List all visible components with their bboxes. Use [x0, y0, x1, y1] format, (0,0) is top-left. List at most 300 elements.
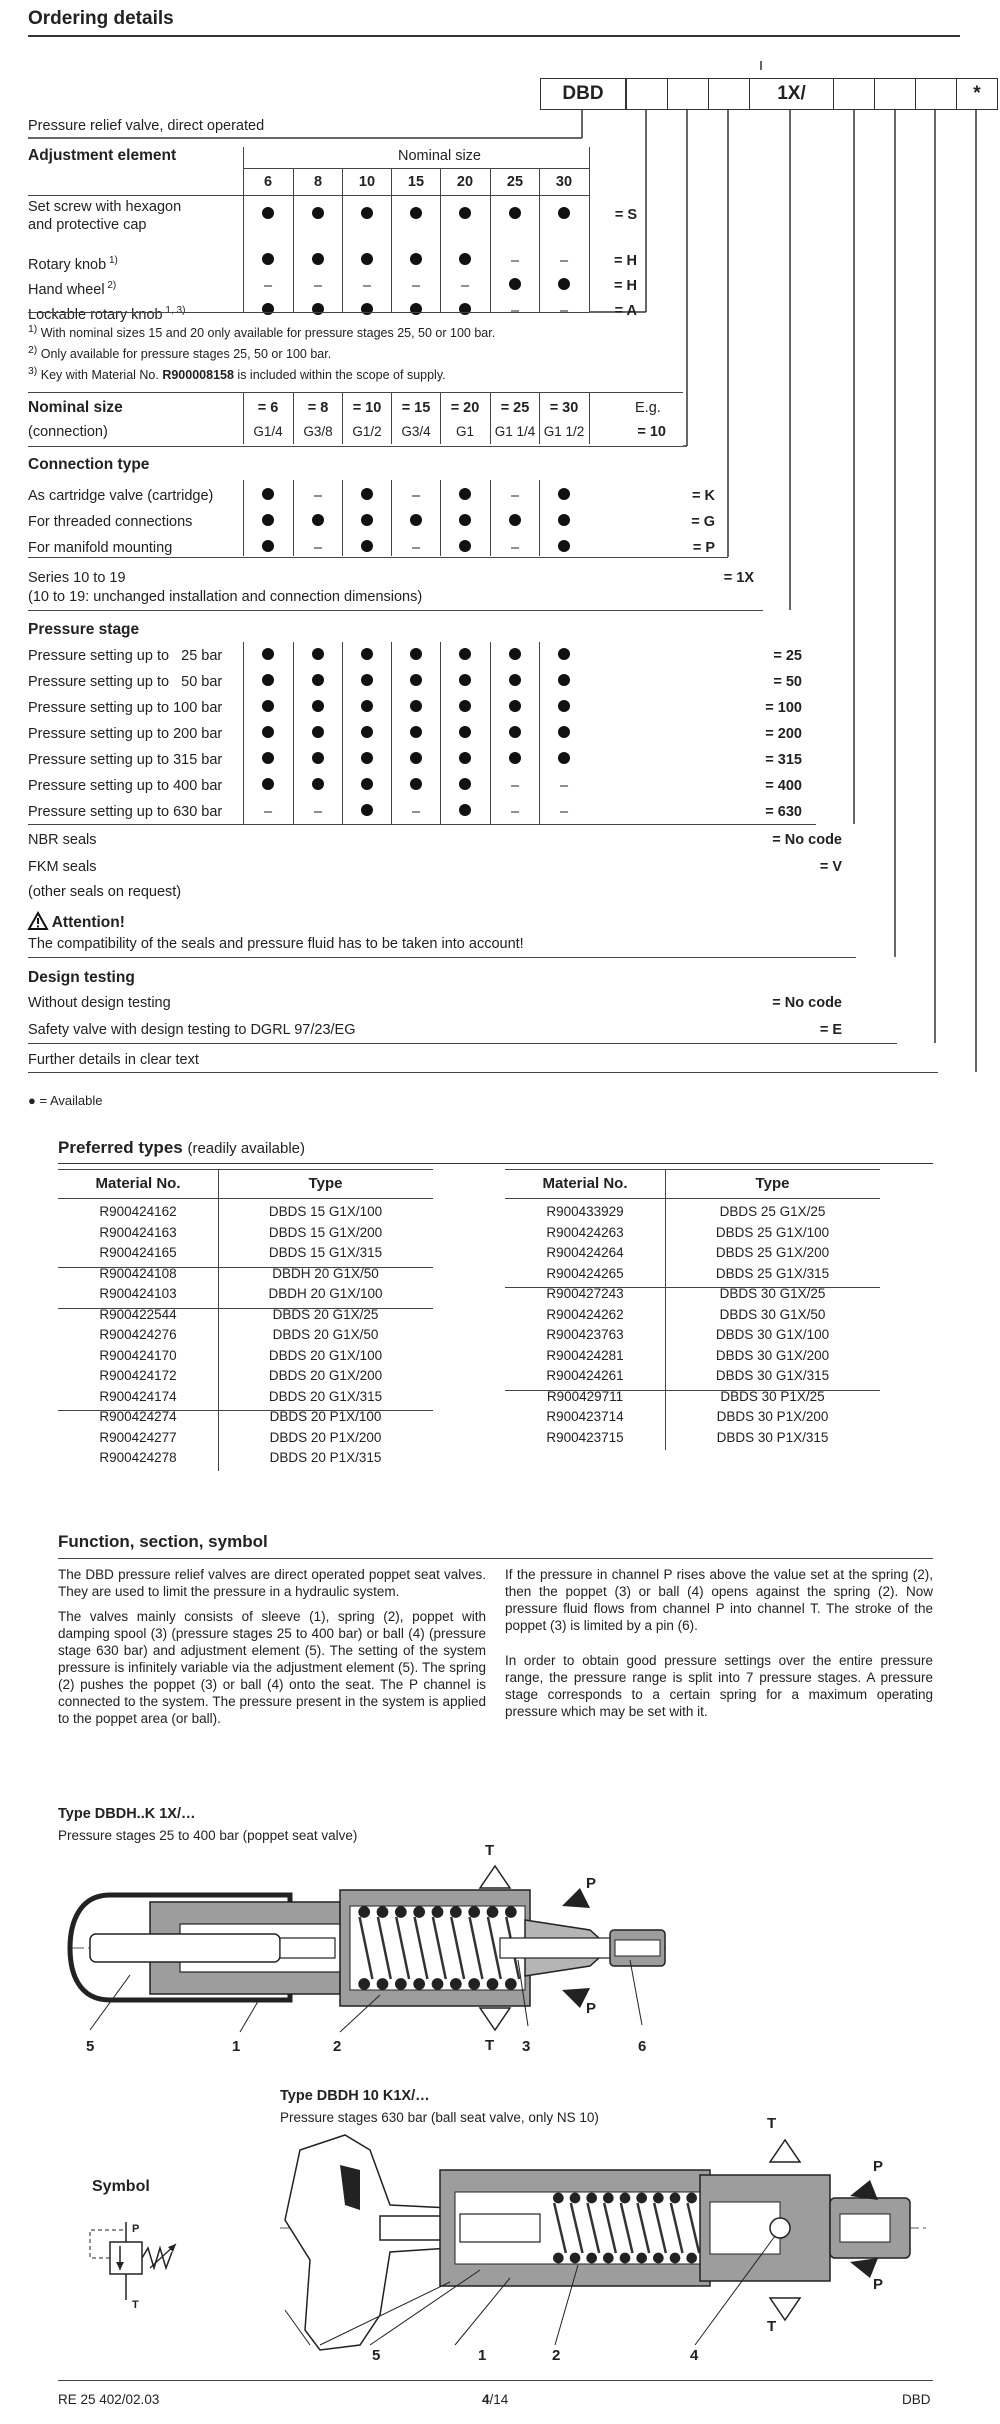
thread-size: G3/4 — [401, 424, 431, 439]
footer-page-number: 4/14 — [482, 2392, 509, 2407]
function-para-4: In order to obtain good pressure settings over the entire pressure range, the pressure range is split into 7 pressure stages. A pressure stage corresponds to a certain spring for a maximum operating pressure which may be set with it. — [505, 1653, 933, 1719]
adjustment-label: Hand wheel $^{2)}$ — [28, 280, 117, 298]
available-dot — [459, 514, 471, 526]
footer-rule — [58, 2380, 933, 2381]
availability-cell: – — [559, 778, 569, 794]
nbr-seals: NBR seals — [28, 832, 97, 848]
type-code: DBDS 30 P1X/25 — [720, 1388, 825, 1404]
available-dot — [312, 674, 324, 686]
available-dot — [361, 207, 373, 219]
available-dot — [410, 674, 422, 686]
availability-cell — [441, 252, 489, 270]
available-dot — [312, 700, 324, 712]
pressure-label: Pressure setting up to 200 bar — [28, 726, 223, 742]
availability-cell — [491, 725, 539, 743]
connection-code: = K — [692, 488, 715, 504]
nominal-size-6: 6 — [263, 174, 273, 190]
availability-cell — [392, 751, 440, 769]
order-code-box: * — [956, 78, 998, 110]
available-dot — [459, 488, 471, 500]
available-dot — [262, 674, 274, 686]
available-dot — [509, 726, 521, 738]
material-number: R900424262 — [546, 1306, 624, 1322]
available-dot — [410, 207, 422, 219]
available-dot — [459, 303, 471, 315]
adjustment-bottom-rule — [28, 312, 589, 313]
preferred-rule — [58, 1163, 933, 1164]
further-details: Further details in clear text — [28, 1052, 199, 1068]
adjustment-label: Rotary knob $^{1)}$ — [28, 255, 118, 273]
nbr-code: = No code — [772, 832, 842, 848]
availability-cell: – — [510, 253, 520, 269]
availability-cell — [244, 777, 292, 795]
available-dot — [410, 700, 422, 712]
pressure-code: = 25 — [773, 648, 802, 664]
adjustment-title: Adjustment element — [28, 147, 177, 164]
type-code: DBDS 25 G1X/200 — [715, 1245, 830, 1260]
availability-cell — [540, 206, 588, 224]
availability-cell — [294, 751, 342, 769]
fig1-label-3: 3 — [522, 2038, 531, 2055]
availability-cell — [540, 487, 588, 505]
fig2-port-p-bottom: P — [873, 2276, 884, 2293]
availability-cell: – — [510, 540, 520, 556]
availability-cell — [441, 803, 489, 821]
pressure-label: Pressure setting up to 400 bar — [28, 778, 223, 794]
availability-cell — [540, 647, 588, 665]
availability-cell: – — [510, 303, 520, 319]
available-dot — [558, 540, 570, 552]
material-number: R900424103 — [99, 1286, 177, 1301]
available-dot — [509, 514, 521, 526]
available-dot — [558, 207, 570, 219]
available-dot — [410, 514, 422, 526]
availability-cell: – — [263, 278, 273, 294]
col-header-material: Material No. — [542, 1175, 628, 1192]
adjustment-label: Lockable rotary knob $^{1, 3)}$ — [28, 305, 186, 323]
footnote-1: $^{1)}$ With nominal sizes 15 and 20 only available for pressure stages 25, 50 or 100 bar. — [28, 324, 496, 341]
availability-cell: – — [411, 804, 421, 820]
available-dot — [558, 726, 570, 738]
fkm-seals: FKM seals — [28, 859, 97, 875]
available-dot — [262, 207, 274, 219]
nominal-example-code: = 10 — [637, 424, 666, 440]
attention-text: The compatibility of the seals and pressure fluid has to be taken into account! — [28, 936, 524, 952]
further-bottom-rule — [28, 1072, 938, 1073]
available-dot — [410, 648, 422, 660]
available-dot — [262, 514, 274, 526]
available-dot — [312, 207, 324, 219]
material-number: R900424174 — [99, 1388, 177, 1404]
figure1-title: Type DBDH..K 1X/… — [58, 1806, 196, 1822]
fig2-port-p-top: P — [873, 2158, 884, 2175]
nominal-size-sub: (connection) — [28, 424, 108, 440]
material-number: R900424265 — [546, 1265, 624, 1281]
nominal-size-8: 8 — [313, 174, 323, 190]
availability-cell — [441, 751, 489, 769]
function-para-2: The valves mainly consists of sleeve (1), spring (2), poppet with damping spool (3) (pressure stages 25 to 400 bar) or ball (4) (pressure stage 630 bar) and adjustment element (5). The setting of the system pressure is infinitely variable via the adjustment element (5). The spring (2) pushes the poppet (3) or ball (4) onto the seat. The P channel is connected to the system. The pressure present in the system is applied to the poppet area (or ball). — [58, 1609, 486, 1726]
availability-cell: – — [460, 278, 470, 294]
availability-cell — [343, 699, 391, 717]
material-number: R900424162 — [99, 1204, 177, 1219]
availability-cell — [441, 302, 489, 320]
available-dot — [410, 752, 422, 764]
fig1-label-2: 2 — [333, 2038, 342, 2055]
other-seals: (other seals on request) — [28, 884, 182, 900]
product-description: Pressure relief valve, direct operated — [28, 118, 265, 134]
size-header-rule — [243, 168, 589, 169]
available-dot — [509, 752, 521, 764]
available-dot — [459, 778, 471, 790]
availability-cell: – — [362, 278, 372, 294]
warning-icon — [28, 912, 48, 930]
available-dot — [361, 804, 373, 816]
fig1-port-p-top: P — [586, 1875, 597, 1892]
available-dot — [509, 700, 521, 712]
material-number: R900424281 — [546, 1347, 624, 1363]
availability-cell — [244, 487, 292, 505]
availability-cell — [294, 673, 342, 691]
availability-cell: – — [559, 804, 569, 820]
table-col-divider — [218, 1169, 219, 1471]
available-dot — [262, 648, 274, 660]
available-dot — [361, 540, 373, 552]
available-dot — [558, 278, 570, 290]
adjustment-code: = S — [614, 207, 637, 223]
type-code: DBDS 30 P1X/315 — [716, 1429, 829, 1445]
pressure-label: Pressure setting up to 315 bar — [28, 752, 223, 768]
availability-cell: – — [510, 804, 520, 820]
availability-cell — [392, 302, 440, 320]
availability-cell — [294, 513, 342, 531]
material-number: R900424277 — [99, 1429, 177, 1445]
type-code: DBDS 25 G1X/100 — [715, 1224, 830, 1240]
availability-cell — [540, 699, 588, 717]
pressure-code: = 200 — [765, 726, 802, 742]
fig2-port-t-top: T — [767, 2115, 777, 2132]
availability-cell: – — [313, 804, 323, 820]
table-col-divider — [665, 1169, 666, 1450]
type-code: DBDS 20 P1X/100 — [269, 1409, 382, 1424]
availability-cell — [392, 252, 440, 270]
nominal-size-code: = 10 — [352, 400, 382, 416]
availability-cell — [294, 647, 342, 665]
availability-cell — [441, 487, 489, 505]
available-dot — [312, 514, 324, 526]
available-dot — [459, 648, 471, 660]
connection-title: Connection type — [28, 456, 150, 473]
availability-cell — [540, 277, 588, 295]
type-code: DBDS 20 P1X/200 — [269, 1429, 382, 1445]
nominal-size-code: = 6 — [257, 400, 279, 416]
symbol-port-p: P — [132, 2223, 140, 2235]
available-dot — [361, 253, 373, 265]
material-number: R900424264 — [546, 1245, 624, 1260]
material-number: R900433929 — [546, 1204, 624, 1219]
availability-cell: – — [559, 303, 569, 319]
fkm-code: = V — [819, 859, 842, 875]
availability-cell — [540, 513, 588, 531]
availability-cell — [343, 777, 391, 795]
type-code: DBDS 15 G1X/100 — [268, 1204, 383, 1219]
table-header-rule — [58, 1198, 433, 1199]
nominal-size-15: 15 — [407, 174, 425, 190]
available-dot — [509, 648, 521, 660]
available-dot — [558, 700, 570, 712]
availability-cell — [244, 513, 292, 531]
thread-size: G1 — [455, 424, 474, 439]
available-dot — [558, 648, 570, 660]
availability-cell — [294, 206, 342, 224]
availability-cell — [244, 252, 292, 270]
attention-title: Attention! — [28, 912, 125, 932]
available-dot — [312, 726, 324, 738]
connection-label: As cartridge valve (cartridge) — [28, 488, 214, 504]
series-line2: (10 to 19: unchanged installation and connection dimensions) — [28, 589, 423, 605]
type-code: DBDS 15 G1X/200 — [268, 1224, 383, 1240]
available-dot — [361, 514, 373, 526]
type-code: DBDH 20 G1X/100 — [268, 1286, 383, 1301]
type-code: DBDS 20 G1X/315 — [268, 1388, 383, 1404]
available-dot — [312, 253, 324, 265]
available-dot — [262, 488, 274, 500]
availability-cell: – — [313, 540, 323, 556]
type-code: DBDS 25 G1X/315 — [715, 1265, 830, 1281]
availability-cell — [392, 206, 440, 224]
availability-cell — [392, 647, 440, 665]
design-safety-code: = E — [819, 1022, 842, 1038]
fig1-port-t-top: T — [485, 1842, 495, 1859]
order-code-box: 1X/ — [749, 78, 834, 110]
pressure-code: = 400 — [765, 778, 802, 794]
availability-cell — [491, 751, 539, 769]
availability-cell — [343, 803, 391, 821]
material-number: R900424278 — [99, 1450, 177, 1465]
legend-available: ● = Available — [28, 1093, 103, 1108]
available-dot — [410, 726, 422, 738]
available-dot — [410, 303, 422, 315]
availability-cell — [491, 513, 539, 531]
pressure-bottom-rule — [28, 824, 816, 825]
available-dot — [361, 700, 373, 712]
availability-cell — [441, 647, 489, 665]
available-dot — [361, 648, 373, 660]
function-para-3: If the pressure in channel P rises above the value set at the spring (2), then the poppet (3) or ball (4) opens against the spring (2). Now pressure fluid flows from channel P into channel T. The stroke of the poppet (3) is limited by a pin (6). — [505, 1567, 933, 1633]
available-dot — [459, 540, 471, 552]
availability-cell — [343, 487, 391, 505]
block-divider-right — [589, 147, 590, 312]
pressure-code: = 315 — [765, 752, 802, 768]
type-code: DBDS 20 G1X/100 — [268, 1347, 383, 1363]
connection-bottom-rule — [28, 557, 728, 558]
available-dot — [558, 514, 570, 526]
table-top-rule — [58, 1169, 433, 1170]
footer-doc-number: RE 25 402/02.03 — [58, 2392, 160, 2407]
material-number: R900423715 — [546, 1429, 624, 1445]
available-dot — [312, 778, 324, 790]
example-label: E.g. — [635, 400, 661, 416]
material-number: R900424170 — [99, 1347, 177, 1363]
design-without: Without design testing — [28, 995, 171, 1011]
fig2-label-2: 2 — [552, 2347, 561, 2364]
type-code: DBDS 20 G1X/25 — [272, 1306, 379, 1322]
availability-cell — [392, 777, 440, 795]
function-rule — [58, 1558, 933, 1559]
availability-cell — [441, 699, 489, 717]
type-code: DBDS 25 G1X/25 — [719, 1204, 826, 1219]
availability-cell — [244, 539, 292, 557]
preferred-title: Preferred types (readily available) — [58, 1138, 306, 1157]
availability-cell — [244, 751, 292, 769]
nominal-size-code: = 25 — [500, 400, 530, 416]
availability-cell — [294, 725, 342, 743]
nominal-size-30: 30 — [555, 174, 573, 190]
availability-cell: – — [411, 488, 421, 504]
material-number: R900427243 — [546, 1286, 624, 1301]
availability-cell — [491, 699, 539, 717]
available-dot — [312, 752, 324, 764]
fig1-label-6: 6 — [638, 2038, 647, 2055]
adjustment-code: = H — [614, 278, 637, 294]
size-header-bottom-rule — [28, 195, 589, 196]
availability-cell — [343, 751, 391, 769]
thread-size: G1 1/4 — [494, 424, 536, 439]
availability-cell: – — [411, 278, 421, 294]
available-dot — [459, 253, 471, 265]
available-dot — [459, 674, 471, 686]
availability-cell — [294, 777, 342, 795]
series-code: = 1X — [723, 570, 754, 586]
nominal-size-code: = 15 — [401, 400, 431, 416]
available-dot — [558, 674, 570, 686]
availability-cell — [244, 699, 292, 717]
availability-cell — [343, 206, 391, 224]
design-safety: Safety valve with design testing to DGRL 97/23/EG — [28, 1022, 356, 1038]
section-title: Ordering details — [28, 8, 174, 29]
figure2-subtitle: Pressure stages 630 bar (ball seat valve, only NS 10) — [280, 2110, 599, 2125]
type-code: DBDS 20 P1X/315 — [269, 1450, 382, 1465]
availability-cell — [392, 513, 440, 531]
nominal-size-code: = 30 — [549, 400, 579, 416]
material-number: R900424172 — [99, 1368, 177, 1383]
function-title: Function, section, symbol — [58, 1532, 268, 1551]
available-dot — [509, 674, 521, 686]
fig1-port-t-bottom: T — [485, 2037, 495, 2054]
availability-cell — [244, 647, 292, 665]
type-code: DBDS 30 G1X/315 — [715, 1368, 830, 1383]
series-line1: Series 10 to 19 — [28, 570, 126, 586]
nominal-top-rule — [28, 392, 683, 393]
figure1-subtitle: Pressure stages 25 to 400 bar (poppet seat valve) — [58, 1828, 358, 1843]
availability-cell: – — [411, 540, 421, 556]
pressure-label: Pressure setting up to 25 bar — [28, 648, 223, 664]
availability-cell — [343, 513, 391, 531]
available-dot — [459, 804, 471, 816]
available-dot — [459, 207, 471, 219]
available-dot — [262, 778, 274, 790]
availability-cell — [491, 206, 539, 224]
availability-cell — [244, 673, 292, 691]
series-bottom-rule — [28, 610, 763, 611]
availability-cell — [491, 673, 539, 691]
type-code: DBDS 20 G1X/50 — [272, 1327, 379, 1342]
nominal-size-header: Nominal size — [398, 148, 481, 164]
function-para-1: The DBD pressure relief valves are direct operated poppet seat valves. They are used to limit the pressure in a hydraulic system. — [58, 1567, 486, 1599]
pressure-code: = 50 — [773, 674, 802, 690]
nominal-size-20: 20 — [456, 174, 474, 190]
footnote-2: $^{2)}$ Only available for pressure stages 25, 50 or 100 bar. — [28, 345, 332, 362]
type-code: DBDS 30 G1X/200 — [715, 1347, 830, 1363]
availability-cell — [540, 673, 588, 691]
pressure-label: Pressure setting up to 100 bar — [28, 700, 223, 716]
available-dot — [361, 778, 373, 790]
availability-cell — [244, 302, 292, 320]
available-dot — [459, 726, 471, 738]
availability-cell: – — [559, 253, 569, 269]
availability-cell: – — [510, 488, 520, 504]
nominal-size-code: = 8 — [307, 400, 329, 416]
pressure-label: Pressure setting up to 50 bar — [28, 674, 223, 690]
available-dot — [361, 752, 373, 764]
fig2-label-1: 1 — [478, 2347, 487, 2364]
type-code: DBDS 30 G1X/25 — [719, 1286, 826, 1301]
availability-cell — [392, 673, 440, 691]
connection-code: = G — [691, 514, 715, 530]
nominal-bottom-rule — [28, 446, 683, 447]
available-dot — [262, 726, 274, 738]
available-dot — [361, 488, 373, 500]
table-header-rule — [505, 1198, 880, 1199]
availability-cell — [343, 673, 391, 691]
table-top-rule — [505, 1169, 880, 1170]
availability-cell — [343, 539, 391, 557]
material-number: R900424276 — [99, 1327, 177, 1342]
figure2-title: Type DBDH 10 K1X/… — [280, 2088, 430, 2104]
material-number: R900424263 — [546, 1224, 624, 1240]
availability-cell: – — [313, 488, 323, 504]
availability-cell — [540, 751, 588, 769]
available-dot — [410, 253, 422, 265]
col-header-material: Material No. — [95, 1175, 181, 1192]
material-number: R900424163 — [99, 1224, 177, 1240]
availability-cell — [441, 725, 489, 743]
availability-cell — [343, 725, 391, 743]
availability-cell — [392, 725, 440, 743]
availability-cell — [343, 302, 391, 320]
material-number: R900429711 — [546, 1388, 624, 1404]
nominal-size-10: 10 — [358, 174, 376, 190]
available-dot — [262, 253, 274, 265]
availability-cell — [441, 673, 489, 691]
type-code: DBDH 20 G1X/50 — [272, 1265, 379, 1281]
footnote-3: $^{3)}$ Key with Material No. R900008158 is included within the scope of supply. — [28, 366, 446, 383]
availability-cell — [244, 725, 292, 743]
material-number: R900423763 — [546, 1327, 624, 1342]
fig2-label-4: 4 — [690, 2347, 699, 2364]
availability-cell — [343, 252, 391, 270]
available-dot — [459, 700, 471, 712]
design-without-code: = No code — [772, 995, 842, 1011]
availability-cell — [343, 647, 391, 665]
type-code: DBDS 30 P1X/200 — [716, 1409, 829, 1424]
availability-cell — [244, 206, 292, 224]
fig1-label-1: 1 — [232, 2038, 241, 2055]
thread-size: G1/2 — [352, 424, 382, 439]
availability-cell — [294, 252, 342, 270]
availability-cell — [540, 539, 588, 557]
type-code: DBDS 30 G1X/50 — [719, 1306, 826, 1322]
available-dot — [558, 488, 570, 500]
